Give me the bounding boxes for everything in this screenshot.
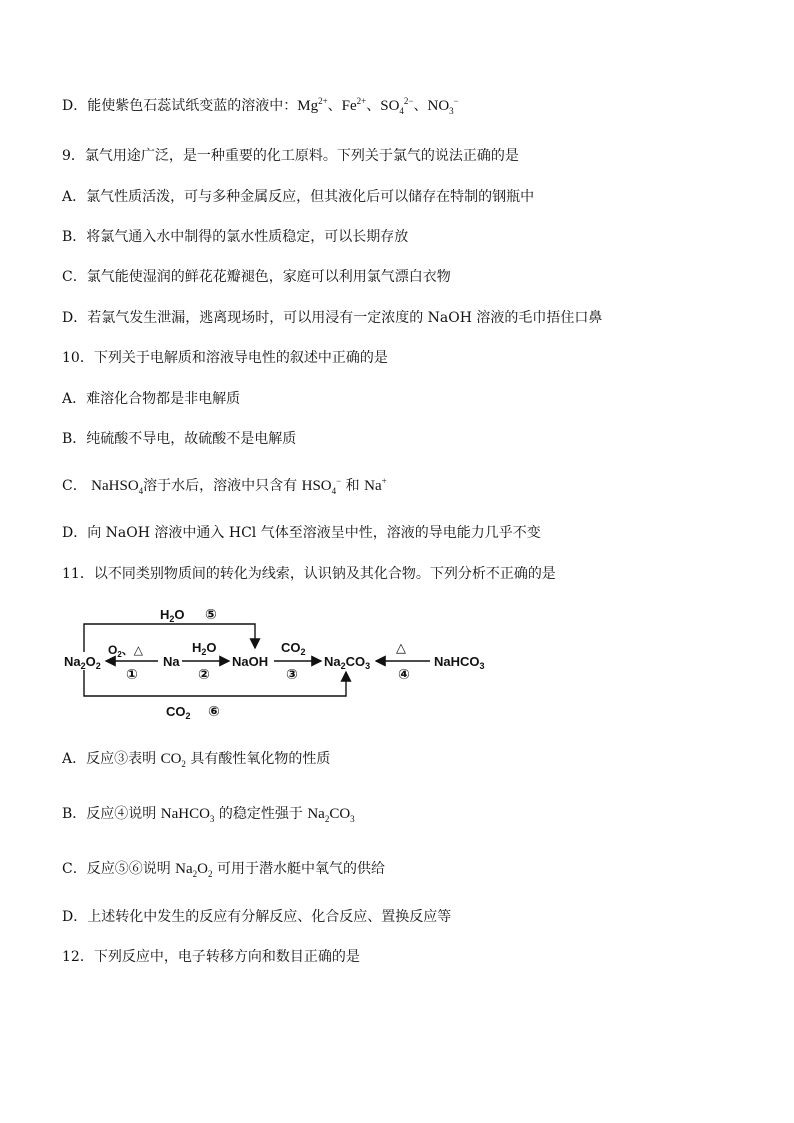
q11-stem: 11．以不同类别物质间的转化为线索，认识钠及其化合物。下列分析不正确的是 — [62, 566, 556, 582]
q10-option-a: A．难溶化合物都是非电解质 — [62, 391, 241, 407]
q10-option-b: B．纯硫酸不导电，故硫酸不是电解质 — [62, 431, 297, 447]
species-naoh: NaOH — [232, 654, 269, 669]
r2-condition: $H_2O$ — [192, 640, 217, 657]
r2-number: ② — [198, 666, 210, 682]
sodium-conversion-diagram — [62, 604, 502, 722]
q9-option-c: C．氯气能使湿润的鲜花花瓣褪色，家庭可以利用氯气漂白衣物 — [62, 269, 451, 285]
r5-condition: $H_2O$ — [160, 607, 185, 624]
r1-number: ① — [126, 666, 138, 682]
q11-option-b: B．反应④说明 NaHCO$_3$ 的稳定性强于 $Na_2CO_3$ — [62, 806, 355, 824]
q10-option-d: D．向 NaOH 溶液中通入 HCl 气体至溶液呈中性，溶液的导电能力几乎不变 — [62, 525, 541, 541]
ion-mg: $Mg^{2+}$ — [297, 96, 328, 114]
ion-no3: $NO_3^-$ — [427, 96, 459, 116]
ion-fe: $Fe^{2+}$ — [341, 96, 367, 114]
q11-option-a: A．反应③表明 $CO_2$ 具有酸性氧化物的性质 — [62, 751, 331, 769]
species-nahco3: NaHCO$_3$ — [434, 654, 485, 671]
q8-option-d: D．能使紫色石蕊试纸变蓝的溶液中：$Mg^{2+}$、$Fe^{2+}$、$SO_4^{2-}$、$NO_3^-$ — [62, 96, 459, 116]
r3-number: ③ — [286, 666, 298, 682]
r3-condition: $CO_2$ — [281, 640, 306, 657]
r4-condition: △ — [396, 640, 406, 655]
r6-condition: $CO_2$ — [166, 704, 191, 721]
q11-option-d: D．上述转化中发生的反应有分解反应、化合反应、置换反应等 — [62, 909, 452, 925]
q9-option-a: A．氯气性质活泼，可与多种金属反应，但其液化后可以储存在特制的钢瓶中 — [62, 189, 535, 205]
r6-number: ⑥ — [208, 703, 220, 719]
q9-stem: 9．氯气用途广泛，是一种重要的化工原料。下列关于氯气的说法正确的是 — [62, 148, 519, 164]
q10-option-c: C． NaHSO$_4$溶于水后，溶液中只含有 $HSO_4^-$ 和 Na+ — [62, 476, 387, 496]
q9-option-d: D．若氯气发生泄漏，逃离现场时，可以用浸有一定浓度的 NaOH 溶液的毛巾捂住口鼻 — [62, 310, 603, 326]
q11-option-c: C．反应⑤⑥说明 $Na_2O_2$ 可用于潜水艇中氧气的供给 — [62, 861, 385, 879]
r4-number: ④ — [398, 666, 410, 682]
species-na: Na — [163, 654, 180, 669]
r5-number: ⑤ — [205, 606, 217, 622]
species-na2co3: $Na_2CO_3$ — [324, 654, 371, 671]
loop-line-r6 — [84, 670, 346, 696]
q12-stem: 12．下列反应中，电子转移方向和数目正确的是 — [62, 949, 360, 965]
ion-so4: $SO_4^{2-}$ — [380, 96, 414, 116]
q9-option-b: B．将氯气通入水中制得的氯水性质稳定，可以长期存放 — [62, 229, 409, 245]
species-na2o2: $Na_2O_2$ — [64, 654, 101, 671]
r1-condition: $O_2$、△ — [108, 643, 144, 659]
q10-stem: 10．下列关于电解质和溶液导电性的叙述中正确的是 — [62, 350, 388, 366]
